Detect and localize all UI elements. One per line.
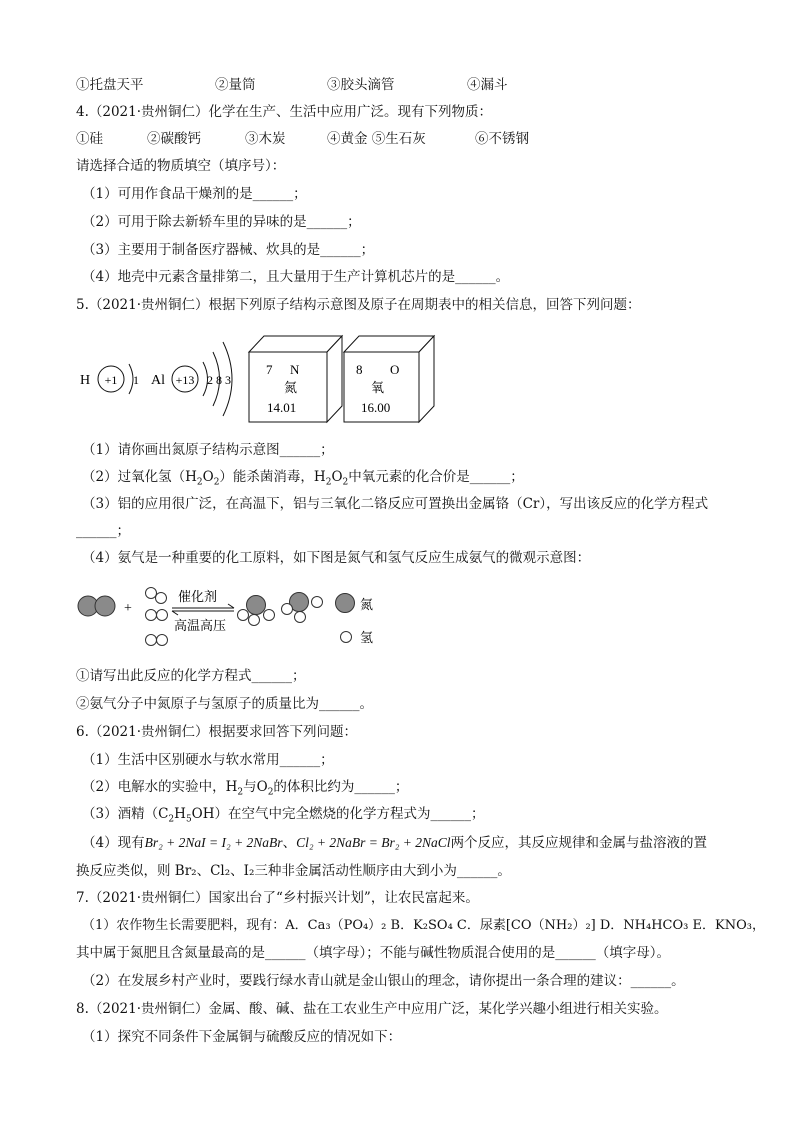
q3-option-3: ③胶头滴管 [327,77,395,93]
h2-c-atom-1 [146,635,157,646]
q4-instruction: 请选择合适的物质填空（填序号）： [76,158,286,174]
al-nucleus-charge: +13 [175,373,195,387]
atomic-structure-diagram [74,326,444,426]
catalyst-label: 催化剂 [178,590,218,605]
o-element-name: 氧 [371,381,385,396]
legend-h-label: 氢 [360,631,374,646]
h-shell-electrons: 1 [133,373,139,387]
h2-b-atom-2 [157,610,168,621]
o-atomic-mass: 16.00 [361,400,391,415]
q5-stem: 5.（2021·贵州铜仁）根据下列原子结构示意图及原子在周期表中的相关信息，回答下列问题： [76,297,641,313]
nh3-1-h-atom-1 [238,610,249,621]
q4-option-3: ③木炭 [245,131,286,147]
q7-part-1-cont: 其中属于氮肥且含氮量最高的是______（填字母）；不能与碱性物质混合使用的是______（填字母）。 [76,945,670,961]
q5-part-3-blank: ______； [76,523,130,539]
q5-part-1: （1）请你画出氮原子结构示意图______； [82,442,334,458]
q4-stem: 4.（2021·贵州铜仁）化学在生产、生活中应用广泛。现有下列物质： [76,104,493,120]
q6-part-1: （1）生活中区别硬水与软水常用______； [82,752,334,768]
q4-option-4-5: ④黄金 ⑤生石灰 [327,131,426,147]
arrow-forward-head [228,604,234,608]
oxygen-periodic-cell [344,336,434,422]
q5-part-2: （2）过氧化氢$(H_2O_2)$能杀菌消毒，$H_2O_2$中氧元素的化合价是______； [82,469,524,488]
nh3-1-n-atom [247,596,266,615]
q3-option-2: ②量筒 [215,77,256,93]
legend-n-label: 氮 [360,598,374,613]
q7-part-2: （2）在发展乡村产业时，要践行绿水青山就是金山银山的理念，请你提出一条合理的建议：______。 [82,973,685,989]
h-nucleus-charge: +1 [104,373,118,387]
equation-2: Cl₂ + 2NaBr = Br₂ + 2NaCl [296,835,451,850]
n-atomic-mass: 14.01 [267,400,297,415]
q6-stem: 6.（2021·贵州铜仁）根据要求回答下列问题： [76,724,358,740]
q5-part-4: （4）氨气是一种重要的化工原料，如下图是氮气和氢气反应生成氨气的微观示意图： [82,550,591,566]
nh3-1-h-atom-2 [249,615,260,626]
q3-option-1: ①托盘天平 [76,77,144,93]
nh3-2-h-atom-2 [312,597,323,608]
q6-part-3: （3）酒精$(C_2H_5OH)$在空气中完全燃烧的化学方程式为______； [82,806,485,825]
nh3-2-h-atom-3 [295,612,306,623]
n-atomic-number: 7 [266,362,273,377]
q8-stem: 8.（2021·贵州铜仁）金属、酸、碱、盐在工农业生产中应用广泛，某化学兴趣小组进行相关实验。 [76,1001,668,1017]
q4-option-2: ②碳酸钙 [147,131,201,147]
nh3-2-h-atom-1 [282,604,293,615]
equation-1: Br₂ + 2NaI = I₂ + 2NaBr [144,835,283,850]
q4-part-4: （4）地壳中元素含量排第二，且大量用于生产计算机芯片的是______。 [82,269,510,285]
q4-part-1: （1）可用作食品干燥剂的是______； [82,186,307,202]
q6-part-4: （4）现有Br₂ + 2NaI = I₂ + 2NaBr、Cl₂ + 2NaBr = Br₂ + 2NaCl两个反应，其反应规律和金属与盐溶液的置 [82,835,708,851]
nh3-1-h-atom-3 [264,610,275,621]
h2-b-atom-1 [146,610,157,621]
q6-part-2: （2）电解水的实验中，$H_2$与$O_2$的体积比约为______； [82,779,409,798]
q7-part-1: （1）农作物生长需要肥料，现有：A．Ca₃（PO₄）₂ B．K₂SO₄ C．尿素[CO（NH₂）₂] D．NH₄HCO₃ E．KNO₃， [82,918,765,933]
q4-part-3: （3）主要用于制备医疗器械、炊具的是______； [82,242,375,258]
legend-n-atom [336,594,355,613]
n2-atom-2 [95,596,115,616]
h2-a-atom-2 [156,593,167,604]
condition-label: 高温高压 [174,619,227,634]
q5-part-3: （3）铝的应用很广泛，在高温下，铝与三氧化二铬反应可置换出金属铬（Cr），写出该反应的化学方程式 [82,496,709,512]
q5-sub-2: ②氨气分子中氮原子与氢原子的质量比为______。 [76,696,373,712]
q4-option-6: ⑥不锈钢 [475,131,529,147]
n-element-name: 氮 [284,381,298,396]
nitrogen-periodic-cell [249,336,342,422]
legend-h-atom [341,632,352,643]
ammonia-reaction-diagram [74,585,394,653]
n-element-symbol: N [290,362,300,377]
q4-part-2: （2）可用于除去新轿车里的异味的是______； [82,214,361,230]
q7-stem: 7.（2021·贵州铜仁）国家出台了“乡村振兴计划”，让农民富起来。 [76,890,479,906]
h2-a-atom-1 [146,588,157,599]
al-shell-electrons: 2 8 3 [207,373,231,387]
h-symbol: H [80,373,91,388]
h2-c-atom-2 [157,635,168,646]
q8-part-1: （1）探究不同条件下金属铜与硫酸反应的情况如下： [82,1029,402,1045]
q4-option-1: ①硅 [76,131,103,147]
al-symbol: Al [151,373,165,388]
plus-sign: + [124,601,132,616]
q3-option-4: ④漏斗 [467,77,508,93]
o-element-symbol: O [390,362,400,377]
q6-part-4-cont: 换反应类似，则 Br₂、Cl₂、I₂三种非金属活动性顺序由大到小为______。 [76,863,511,879]
arrow-reverse-head [172,611,178,615]
q5-sub-1: ①请写出此反应的化学方程式______； [76,668,306,684]
o-atomic-number: 8 [356,362,363,377]
